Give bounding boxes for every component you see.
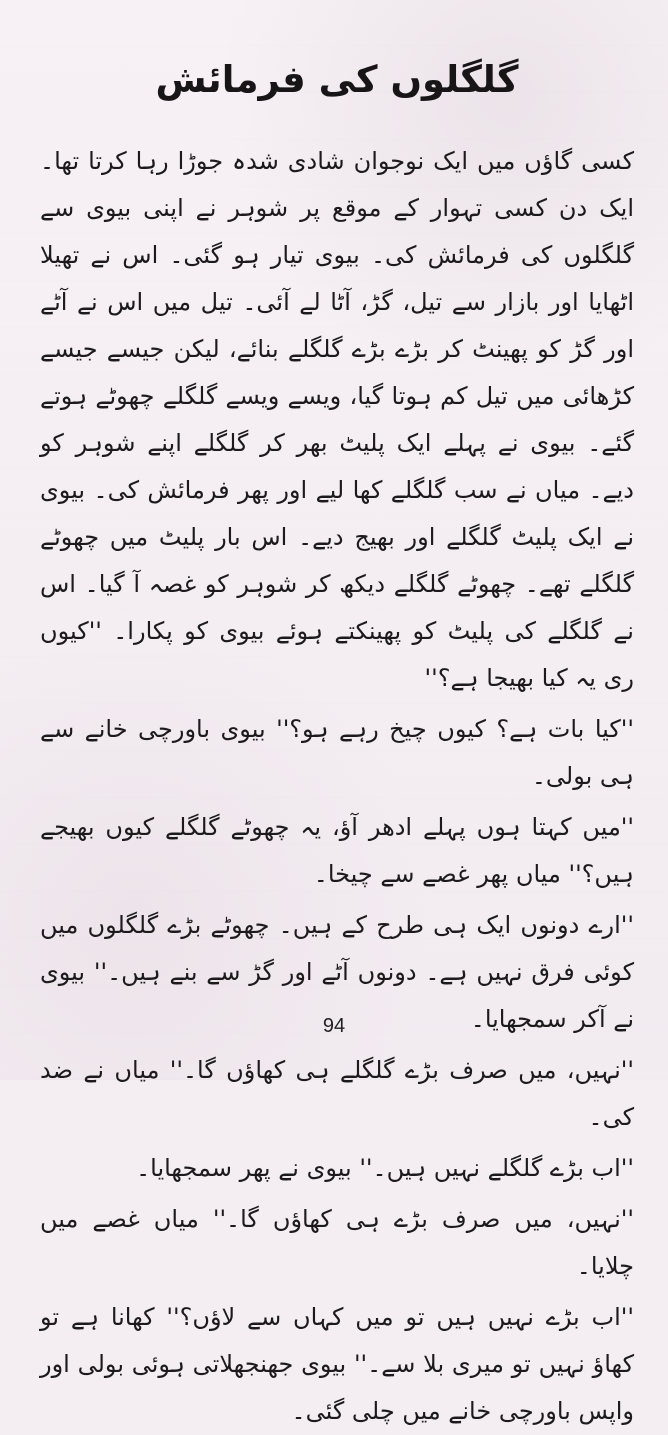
paragraph-4: ''ارے دونوں ایک ہی طرح کے ہیں۔ چھوٹے بڑے گلگلوں میں کوئی فرق نہیں ہے۔ دونوں آٹے اور گڑ سے بنے ہیں۔'' بیوی نے آکر سمجھایا۔ [40,911,634,1034]
paragraph-5: ''نہیں، میں صرف بڑے گلگلے ہی کھاؤں گا۔'' میاں نے ضد کی۔ [40,1056,634,1132]
paragraph-2: ''کیا بات ہے؟ کیوں چیخ رہے ہو؟'' بیوی باورچی خانے سے ہی بولی۔ [40,715,634,791]
page-number: 94 [322,1015,346,1037]
story-body [40,138,634,1435]
paragraph-8: ''اب بڑے نہیں ہیں تو میں کہاں سے لاؤں؟'' کھانا ہے تو کھاؤ نہیں تو میری بلا سے۔'' بیوی جھنجھلاتی ہوئی بولی اور واپس باورچی خانے میں چلی گئی۔ [40,1303,634,1426]
page-title: گلگلوں کی فرمائش [155,58,519,101]
paragraph-6: ''اب بڑے گلگلے نہیں ہیں۔'' بیوی نے پھر سمجھایا۔ [136,1154,634,1183]
paragraph-7: ''نہیں، میں صرف بڑے ہی کھاؤں گا۔'' میاں غصے میں چلایا۔ [40,1205,634,1281]
paragraph-1: کسی گاؤں میں ایک نوجوان شادی شدہ جوڑا رہا کرتا تھا۔ ایک دن کسی تہوار کے موقع پر شوہر نے اپنی بیوی سے گلگلوں کی فرمائش کی۔ بیوی تیار ہو گئی۔ اس نے تھیلا اٹھایا اور بازار سے تیل، گڑ، آٹا لے آئی۔ تیل میں اس نے آٹے اور گڑ کو پھینٹ کر بڑے بڑے گلگلے بنائے، لیکن جیسے جیسے کڑھائی میں تیل کم ہوتا گیا، ویسے ویسے گلگلے چھوٹے ہوتے گئے۔ بیوی نے پہلے ایک پلیٹ بھر کر گلگلے اپنے شوہر کو دیے۔ میاں نے سب گلگلے کھا لیے اور پھر فرمائش کی۔ بیوی نے ایک پلیٹ گلگلے اور بھیج دیے۔ اس بار پلیٹ میں چھوٹے گلگلے تھے۔ چھوٹے گلگلے دیکھ کر شوہر کو غصہ آ گیا۔ اس نے گلگلے کی پلیٹ کو پھینکتے ہوئے بیوی کو پکارا۔ ''کیوں ری یہ کیا بھیجا ہے؟'' [40,147,634,693]
paragraph-3: ''میں کہتا ہوں پہلے ادھر آؤ، یہ چھوٹے گلگلے کیوں بھیجے ہیں؟'' میاں پھر غصے سے چیخا۔ [40,813,634,889]
